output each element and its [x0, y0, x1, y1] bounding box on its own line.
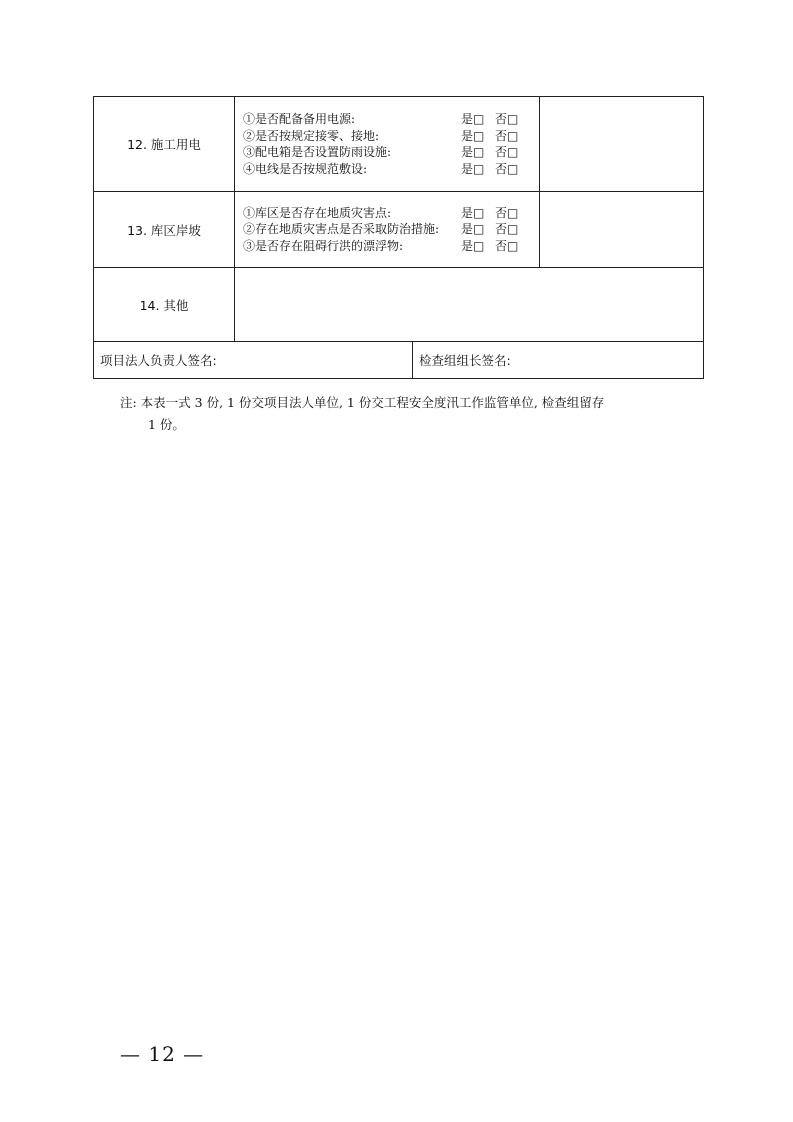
yes-checkbox[interactable]: 是□	[461, 222, 485, 237]
remarks-cell[interactable]	[540, 192, 704, 268]
project-owner-signature[interactable]: 项目法人负责人签名:	[94, 342, 413, 378]
no-checkbox[interactable]: 否□	[495, 145, 519, 159]
inspection-table	[93, 96, 704, 379]
yes-checkbox[interactable]: 是□	[461, 238, 485, 253]
no-checkbox[interactable]: 否□	[495, 222, 519, 237]
no-checkbox[interactable]: 否□	[495, 238, 519, 253]
check-item-text: ③配电箱是否设置防雨设施:	[243, 145, 392, 159]
yes-checkbox[interactable]: 是□	[461, 205, 485, 220]
no-checkbox[interactable]: 否□	[495, 112, 519, 126]
check-item-text: ②是否按规定接零、接地:	[243, 128, 380, 143]
table-row	[94, 268, 704, 342]
other-content-cell[interactable]	[235, 268, 704, 342]
check-item	[243, 221, 539, 238]
check-item	[243, 238, 539, 255]
signature-row	[94, 342, 704, 379]
footnote	[120, 392, 700, 436]
check-item	[243, 144, 539, 161]
check-item	[243, 111, 539, 128]
yes-checkbox[interactable]: 是□	[461, 145, 485, 159]
remarks-cell[interactable]	[540, 97, 704, 192]
footnote-line: 注: 本表一式 3 份, 1 份交项目法人单位, 1 份交工程安全度汛工作监管单位, 检查组留存	[120, 395, 605, 410]
yes-checkbox[interactable]: 是□	[461, 161, 485, 176]
table-row	[94, 97, 704, 192]
check-item	[243, 128, 539, 145]
check-item-text: ④电线是否按规范敷设:	[243, 161, 368, 176]
table-row	[94, 192, 704, 268]
no-checkbox[interactable]: 否□	[495, 128, 519, 143]
page-number: — 12 —	[120, 1042, 205, 1066]
row-label: 12. 施工用电	[94, 97, 235, 192]
no-checkbox[interactable]: 否□	[495, 161, 519, 176]
checklist-cell	[235, 97, 540, 192]
yes-checkbox[interactable]: 是□	[461, 128, 485, 143]
footnote-line: 1 份。	[148, 417, 185, 432]
check-item-text: ①是否配备备用电源:	[243, 112, 356, 126]
check-item-text: ③是否存在阻碍行洪的漂浮物:	[243, 238, 404, 253]
check-item-text: ②存在地质灾害点是否采取防治措施:	[243, 222, 440, 237]
check-item-text: ①库区是否存在地质灾害点:	[243, 205, 392, 220]
yes-checkbox[interactable]: 是□	[461, 112, 485, 126]
checklist-cell	[235, 192, 540, 268]
no-checkbox[interactable]: 否□	[495, 205, 519, 220]
row-label: 13. 库区岸坡	[94, 192, 235, 268]
check-item	[243, 205, 539, 222]
team-leader-signature[interactable]: 检查组组长签名:	[419, 353, 511, 368]
row-label: 14. 其他	[94, 268, 235, 342]
check-item	[243, 161, 539, 178]
